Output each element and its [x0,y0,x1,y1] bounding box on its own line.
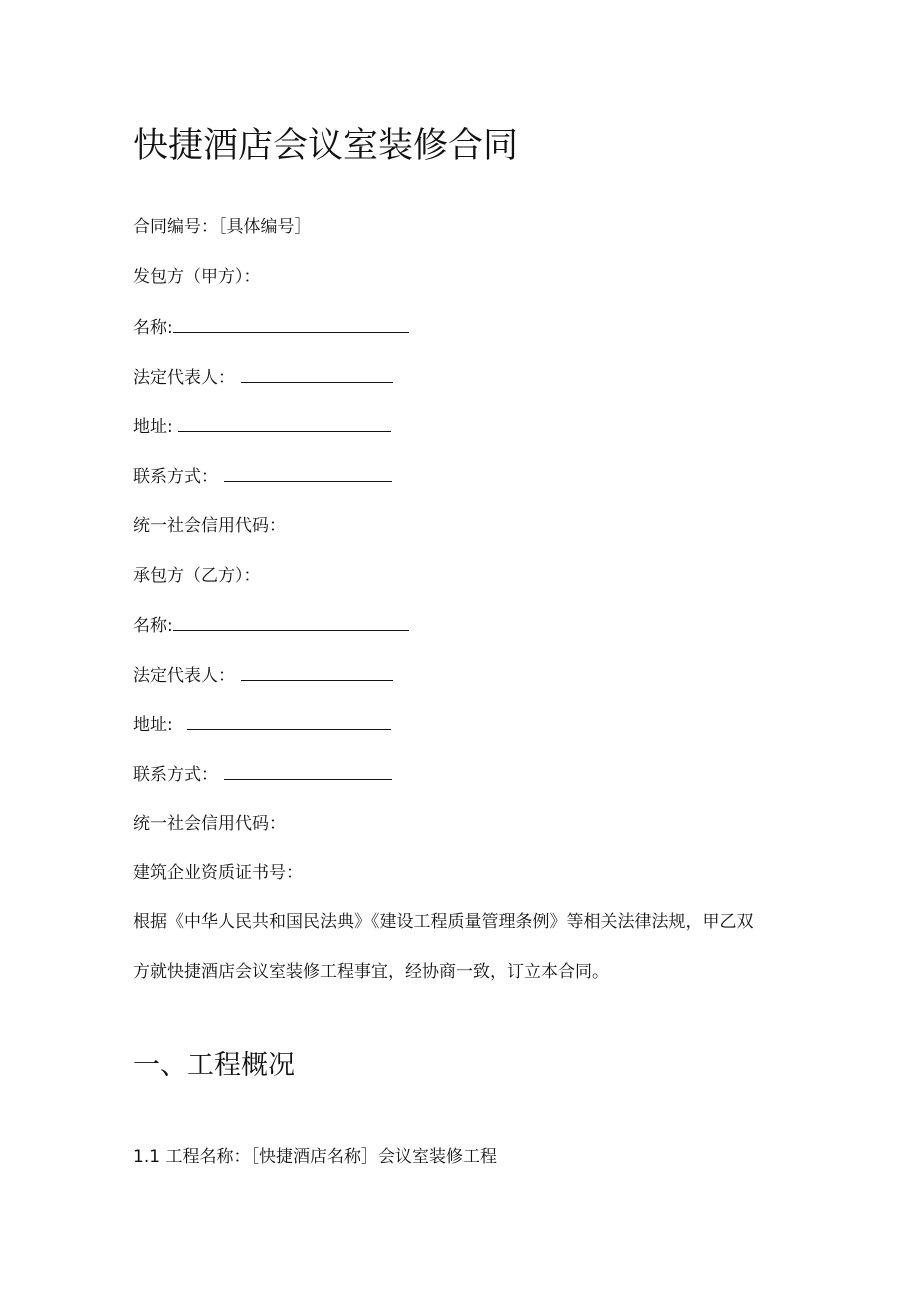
party-b-name-blank[interactable] [173,612,409,631]
party-a-rep-blank[interactable] [241,364,393,383]
party-b-credit-code: 统一社会信用代码： [133,814,286,834]
party-a-heading: 发包方（甲方）： [133,267,261,287]
preamble-line-1: 根据《中华人民共和国民法典》《建设工程质量管理条例》等相关法律法规，甲乙双 [133,912,754,932]
party-a-contact-blank[interactable] [224,463,392,482]
party-a-contact-label: 联系方式： [133,467,218,487]
contract-number: 合同编号：［具体编号］ [133,217,312,237]
party-b-qualification: 建筑企业资质证书号： [133,863,303,883]
party-a-address-label: 地址: [133,417,173,437]
section-1-heading: 一、工程概况 [133,1050,295,1081]
party-b-rep-blank[interactable] [241,662,393,681]
party-b-address-label: 地址: [133,715,173,735]
item-1-1: 1.1 工程名称：［快捷酒店名称］会议室装修工程 [133,1147,497,1167]
party-a-name-label: 名称: [133,318,173,338]
party-b-contact-label: 联系方式： [133,765,218,785]
preamble-line-2: 方就快捷酒店会议室装修工程事宜，经协商一致，订立本合同。 [133,962,609,982]
party-a-name-blank[interactable] [173,314,409,333]
party-b-name-row [133,612,409,638]
party-b-rep-label: 法定代表人： [133,666,235,686]
party-a-rep-label: 法定代表人： [133,368,235,388]
party-b-heading: 承包方（乙方）： [133,566,261,586]
party-b-contact-blank[interactable] [224,761,392,780]
party-a-contact-row [133,463,392,489]
party-b-name-label: 名称: [133,616,173,636]
party-b-rep-row [133,662,393,688]
party-a-rep-row [133,364,393,390]
party-b-address-row [133,711,391,737]
party-a-name-row [133,314,409,340]
party-b-address-blank[interactable] [187,711,391,730]
party-a-credit-code: 统一社会信用代码： [133,516,286,536]
party-a-address-blank[interactable] [178,413,391,432]
document-title: 快捷酒店会议室装修合同 [133,126,519,166]
party-b-contact-row [133,761,392,787]
party-a-address-row [133,413,391,439]
